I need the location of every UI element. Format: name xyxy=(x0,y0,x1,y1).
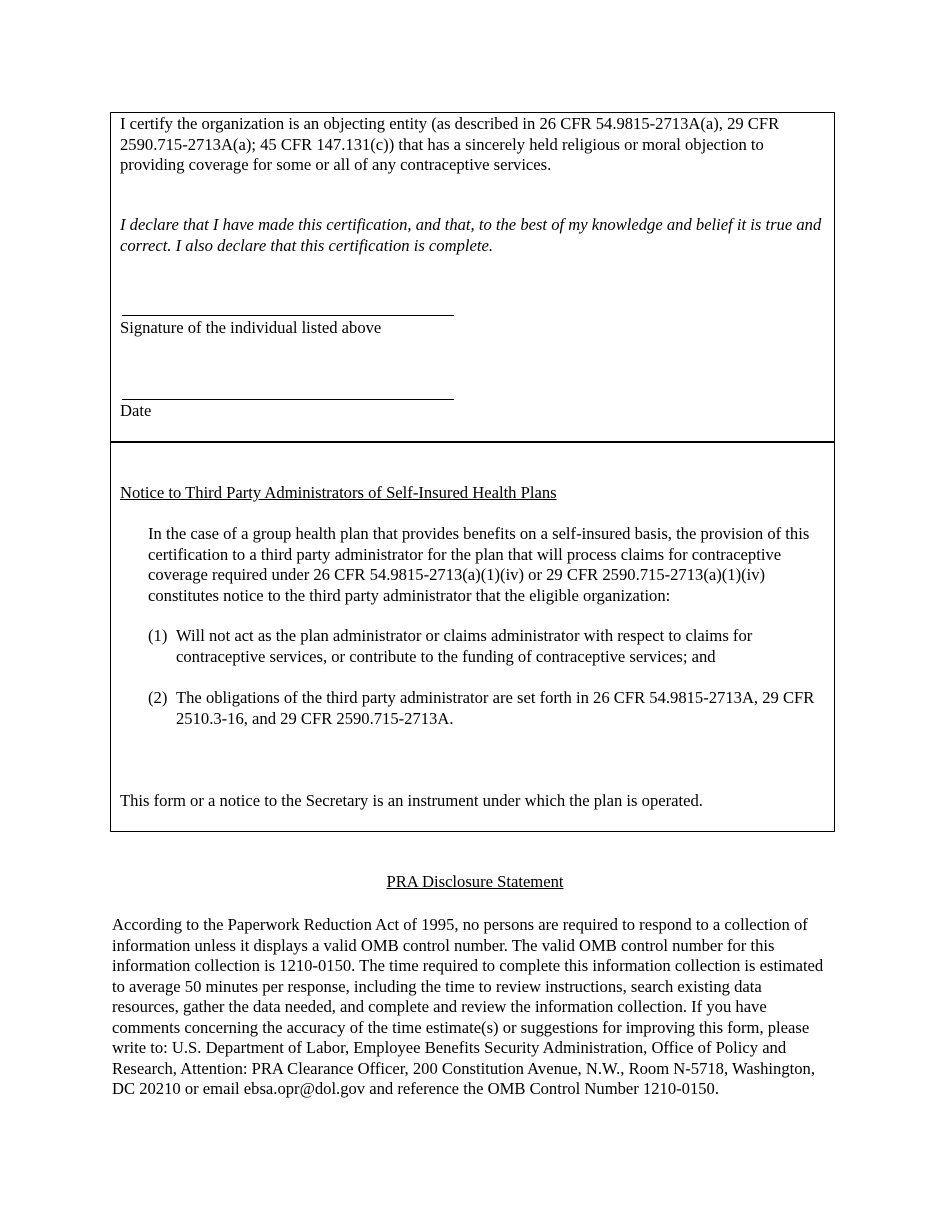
date-line[interactable] xyxy=(122,399,454,400)
list-item-number: (1) xyxy=(148,626,168,645)
signature-label: Signature of the individual listed above xyxy=(120,318,382,337)
list-item-text: The obligations of the third party administrator are set forth in 26 CFR 54.9815-2713A, 29 CFR 2510.3-16, and 29 CFR 2590.715-2713A. xyxy=(176,688,815,728)
list-item-number: (2) xyxy=(148,688,168,707)
notice-footer: This form or a notice to the Secretary is an instrument under which the plan is operated. xyxy=(120,791,703,810)
list-item xyxy=(148,688,831,729)
certification-statement: I certify the organization is an objecting entity (as described in 26 CFR 54.9815-2713A(a), 29 CFR 2590.715-2713A(a); 45 CFR 147.131(c)) that has a sincerely held religious or moral objection to providing coverage for some or all of any contraceptive services. xyxy=(120,114,780,174)
notice-intro: In the case of a group health plan that provides benefits on a self-insured basis, the provision of this certification to a third party administrator for the plan that will process claims for contraceptive coverage required under 26 CFR 54.9815-2713(a)(1)(iv) or 29 CFR 2590.715-2713(a)(1)(iv) constitutes notice to the third party administrator that the eligible organization: xyxy=(148,524,810,605)
declaration-statement: I declare that I have made this certification, and that, to the best of my knowledge and belief it is true and correct. I also declare that this certification is complete. xyxy=(120,215,822,255)
pra-body: According to the Paperwork Reduction Act of 1995, no persons are required to respond to a collection of information unless it displays a valid OMB control number. The valid OMB control number for this information collection is 1210-0150. The time required to complete this information collection is estimated to average 50 minutes per response, including the time to review instructions, search existing data resources, gather the data needed, and complete and review the information collection. If you have comments concerning the accuracy of the time estimate(s) or suggestions for improving this form, please write to: U.S. Department of Labor, Employee Benefits Security Administration, Office of Policy and Research, Attention: PRA Clearance Officer, 200 Constitution Avenue, N.W., Room N-5718, Washington, DC 20210 or email ebsa.opr@dol.gov and reference the OMB Control Number 1210-0150. xyxy=(112,915,824,1098)
notice-box xyxy=(110,441,835,832)
notice-title: Notice to Third Party Administrators of Self-Insured Health Plans xyxy=(120,483,557,502)
date-label: Date xyxy=(120,401,152,420)
list-item-text: Will not act as the plan administrator or claims administrator with respect to claims for contraceptive services, or contribute to the funding of contraceptive services; and xyxy=(176,626,753,666)
certification-box xyxy=(110,112,835,443)
signature-line[interactable] xyxy=(122,315,454,316)
pra-title: PRA Disclosure Statement xyxy=(386,872,564,891)
list-item xyxy=(148,626,831,667)
